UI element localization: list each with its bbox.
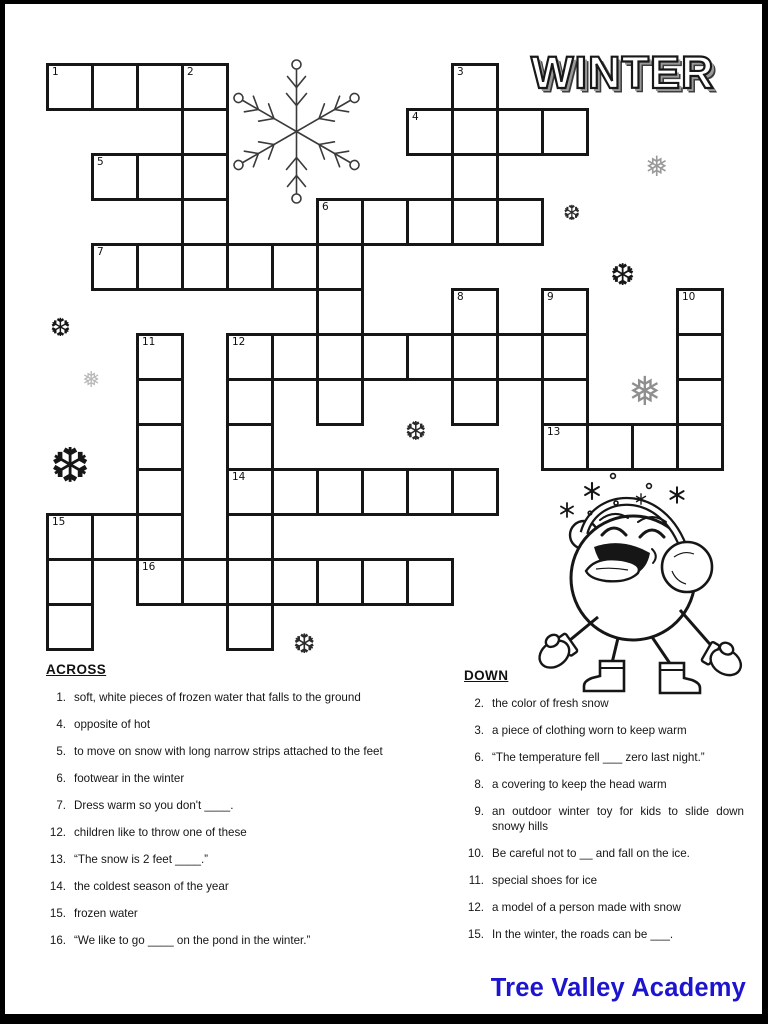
clue-number: 13. — [49, 853, 66, 866]
grid-cell — [406, 198, 454, 246]
grid-cell — [586, 423, 634, 471]
snowflake-icon: ❅ — [645, 150, 669, 183]
grid-cell — [181, 108, 229, 156]
clue-text: Dress warm so you don't ____. — [74, 799, 234, 812]
clue-number: 16. — [49, 934, 66, 947]
clue-number: 2. — [474, 697, 484, 710]
cell-number: 4 — [412, 111, 419, 123]
clue-text: an outdoor winter toy for kids to slide down snowy hills — [492, 805, 744, 833]
cell-number: 12 — [232, 336, 246, 348]
clue-number: 12. — [467, 901, 484, 914]
grid-cell — [316, 243, 364, 291]
grid-cell — [136, 558, 184, 606]
cell-number: 3 — [457, 66, 464, 78]
snowflake-icon: ❆ — [50, 313, 71, 342]
clue-text: the coldest season of the year — [74, 880, 229, 893]
cell-number: 6 — [322, 201, 329, 213]
clue-text: frozen water — [74, 907, 138, 920]
cell-number: 1 — [52, 66, 59, 78]
snowflake-icon: ❆ — [293, 629, 316, 660]
clue-number: 3. — [474, 724, 484, 737]
across-clues-section — [44, 662, 400, 960]
grid-cell — [451, 63, 499, 111]
clue-text: a piece of clothing worn to keep warm — [492, 724, 687, 737]
grid-cell — [451, 288, 499, 336]
grid-cell — [451, 153, 499, 201]
grid-cell — [361, 468, 409, 516]
grid-cell — [451, 378, 499, 426]
clue-text: In the winter, the roads can be ___. — [492, 928, 674, 941]
clue-number: 8. — [474, 778, 484, 791]
grid-cell — [181, 153, 229, 201]
clue-number: 12. — [49, 826, 66, 839]
grid-cell — [181, 198, 229, 246]
clue-item — [44, 798, 400, 813]
clue-text: soft, white pieces of frozen water that falls to the ground — [74, 691, 361, 704]
cell-number: 2 — [187, 66, 194, 78]
grid-cell — [451, 108, 499, 156]
clue-number: 14. — [49, 880, 66, 893]
cell-number: 11 — [142, 336, 156, 348]
grid-cell — [136, 468, 184, 516]
grid-cell — [496, 333, 544, 381]
clue-number: 9. — [474, 805, 484, 818]
clue-text: “We like to go ____ on the pond in the winter.” — [74, 934, 311, 947]
cell-number: 5 — [97, 156, 104, 168]
clue-number: 15. — [49, 907, 66, 920]
grid-cell — [541, 108, 589, 156]
down-clue-list — [462, 696, 758, 942]
grid-cell — [631, 423, 679, 471]
grid-cell — [46, 603, 94, 651]
snowflake-icon: ❆ — [563, 201, 581, 225]
grid-cell — [676, 333, 724, 381]
clue-number: 7. — [56, 799, 66, 812]
clue-number: 6. — [474, 751, 484, 764]
grid-cell — [181, 63, 229, 111]
snowflake-icon: ❅ — [82, 368, 101, 393]
clue-text: children like to throw one of these — [74, 826, 247, 839]
clue-item — [44, 852, 400, 867]
clue-item — [462, 723, 758, 738]
clue-number: 10. — [467, 847, 484, 860]
clue-item — [44, 717, 400, 732]
snowflake-icon: ❆ — [610, 258, 636, 293]
clue-item — [44, 933, 400, 948]
grid-cell — [226, 243, 274, 291]
grid-cell — [361, 198, 409, 246]
clue-item — [44, 906, 400, 921]
page-title: WINTER — [531, 47, 715, 98]
grid-cell — [316, 198, 364, 246]
grid-cell — [91, 153, 139, 201]
grid-cell — [91, 63, 139, 111]
grid-cell — [451, 333, 499, 381]
clue-item — [462, 750, 758, 765]
clue-text: a model of a person made with snow — [492, 901, 681, 914]
grid-cell — [136, 378, 184, 426]
cell-number: 16 — [142, 561, 156, 573]
grid-cell — [226, 378, 274, 426]
grid-cell — [676, 423, 724, 471]
clue-text: a covering to keep the head warm — [492, 778, 667, 791]
clue-text: “The snow is 2 feet ____.” — [74, 853, 209, 866]
snowflake-icon: ❆ — [405, 417, 427, 447]
clue-number: 4. — [56, 718, 66, 731]
cell-number: 9 — [547, 291, 554, 303]
grid-cell — [541, 378, 589, 426]
clue-item — [462, 846, 758, 861]
grid-cell — [406, 108, 454, 156]
snowflake-icon: ❆ — [50, 438, 91, 494]
grid-cell — [271, 558, 319, 606]
cell-number: 7 — [97, 246, 104, 258]
cell-number: 8 — [457, 291, 464, 303]
clue-item — [462, 804, 758, 834]
grid-cell — [676, 378, 724, 426]
cell-number: 13 — [547, 426, 561, 438]
clue-item — [44, 744, 400, 759]
grid-cell — [271, 243, 319, 291]
grid-cell — [46, 513, 94, 561]
grid-cell — [361, 558, 409, 606]
grid-cell — [406, 333, 454, 381]
cell-number: 15 — [52, 516, 66, 528]
clue-item — [44, 825, 400, 840]
clue-text: the color of fresh snow — [492, 697, 609, 710]
clue-text: to move on snow with long narrow strips attached to the feet — [74, 745, 383, 758]
grid-cell — [316, 378, 364, 426]
grid-cell — [136, 513, 184, 561]
cell-number: 14 — [232, 471, 246, 483]
down-heading: DOWN — [464, 668, 509, 683]
grid-cell — [496, 108, 544, 156]
grid-cell — [271, 333, 319, 381]
grid-cell — [46, 558, 94, 606]
grid-cell — [226, 468, 274, 516]
grid-cell — [316, 558, 364, 606]
grid-cell — [136, 153, 184, 201]
brand-footer: Tree Valley Academy — [490, 974, 746, 1002]
clue-item — [462, 927, 758, 942]
clue-number: 5. — [56, 745, 66, 758]
grid-cell — [541, 288, 589, 336]
grid-cell — [181, 243, 229, 291]
grid-cell — [406, 468, 454, 516]
grid-cell — [91, 513, 139, 561]
clue-item — [462, 777, 758, 792]
grid-cell — [226, 603, 274, 651]
clue-number: 15. — [467, 928, 484, 941]
grid-cell — [316, 333, 364, 381]
snowball-character-illustration — [500, 455, 755, 700]
grid-cell — [316, 288, 364, 336]
grid-cell — [226, 558, 274, 606]
grid-cell — [451, 468, 499, 516]
grid-cell — [181, 558, 229, 606]
clue-number: 11. — [468, 874, 484, 887]
grid-cell — [541, 333, 589, 381]
grid-cell — [226, 423, 274, 471]
grid-cell — [316, 468, 364, 516]
clue-item — [44, 771, 400, 786]
down-clues-section — [462, 668, 758, 954]
grid-cell — [136, 423, 184, 471]
grid-cell — [136, 63, 184, 111]
across-heading: ACROSS — [46, 662, 107, 677]
clue-item — [462, 696, 758, 711]
clue-item — [44, 879, 400, 894]
grid-cell — [451, 198, 499, 246]
grid-cell — [541, 423, 589, 471]
clue-number: 1. — [56, 691, 66, 704]
grid-cell — [676, 288, 724, 336]
grid-cell — [46, 63, 94, 111]
clue-text: opposite of hot — [74, 718, 151, 731]
grid-cell — [91, 243, 139, 291]
cell-number: 10 — [682, 291, 696, 303]
grid-cell — [271, 468, 319, 516]
clue-item — [462, 900, 758, 915]
clue-number: 6. — [56, 772, 66, 785]
clue-text: “The temperature fell ___ zero last night.” — [492, 751, 705, 764]
clue-text: Be careful not to __ and fall on the ice. — [492, 847, 690, 860]
clue-item — [44, 690, 400, 705]
snowflake-icon: ❅ — [628, 369, 662, 415]
clue-text: special shoes for ice — [492, 874, 598, 887]
clue-text: footwear in the winter — [74, 772, 185, 785]
grid-cell — [136, 243, 184, 291]
grid-cell — [496, 198, 544, 246]
across-clue-list — [44, 690, 400, 948]
grid-cell — [361, 333, 409, 381]
grid-cell — [136, 333, 184, 381]
clue-item — [462, 873, 758, 888]
grid-cell — [406, 558, 454, 606]
grid-cell — [226, 333, 274, 381]
large-snowflake-icon — [224, 59, 369, 204]
grid-cell — [226, 513, 274, 561]
